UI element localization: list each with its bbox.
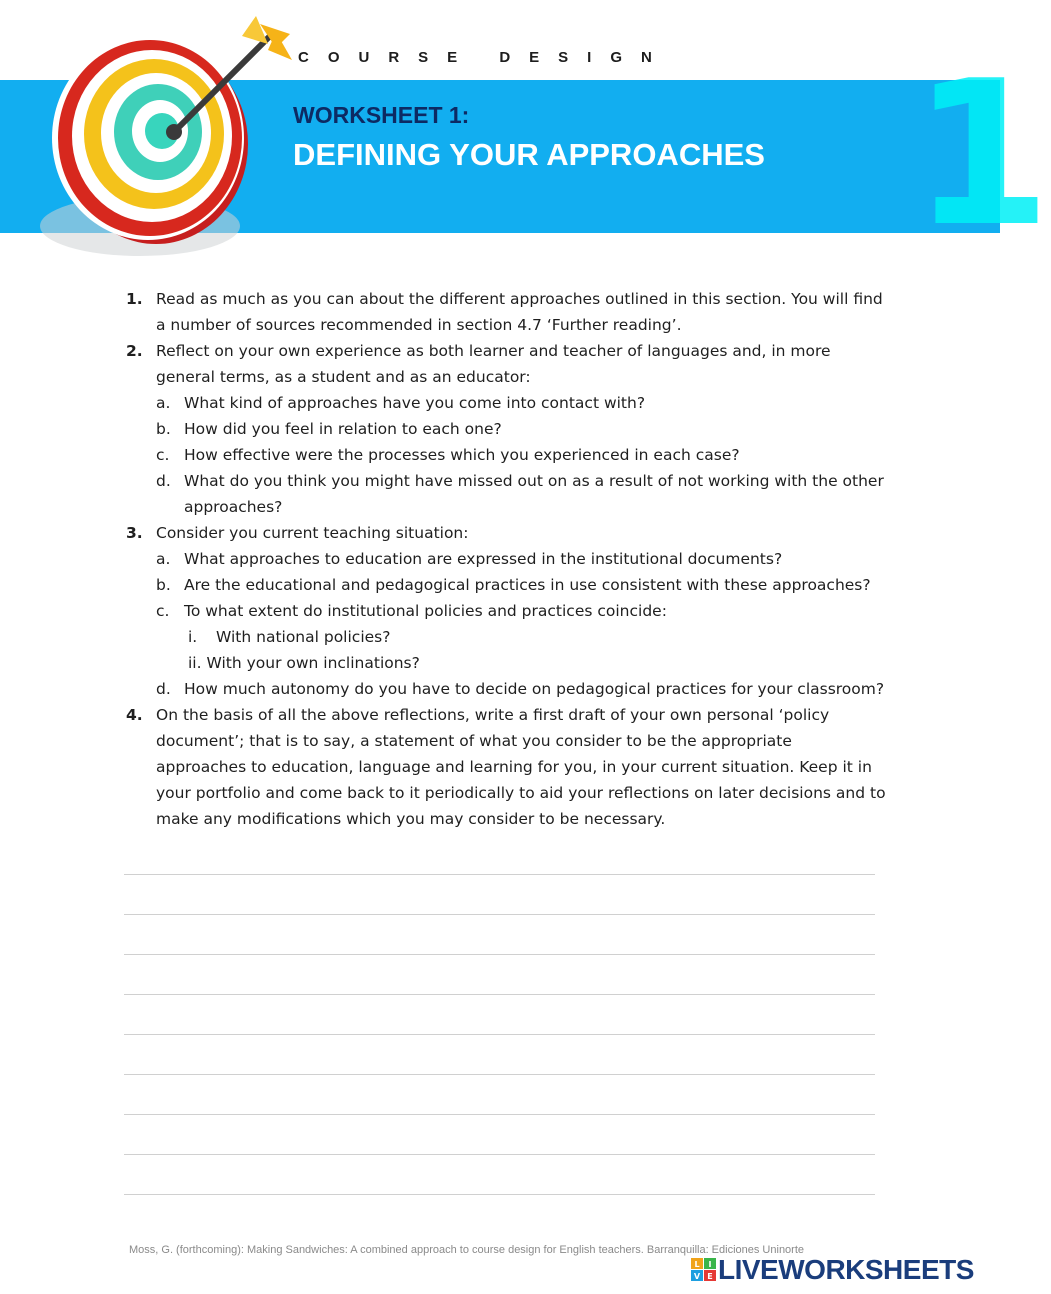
answer-line[interactable] — [124, 1074, 875, 1075]
sub-marker: i. — [188, 628, 198, 646]
answer-line[interactable] — [124, 1034, 875, 1035]
questions-list — [126, 286, 886, 832]
liveworksheets-wordmark: LIVEWORKSHEETS — [718, 1254, 974, 1285]
sub-text: ii. With your own inclinations? — [188, 654, 420, 672]
sub-text: With national policies? — [216, 628, 391, 646]
sub-marker: b. — [156, 576, 171, 594]
sub-sub-item — [126, 650, 886, 676]
sub-item — [126, 468, 886, 520]
logo-letter: V — [693, 1272, 701, 1281]
sub-item — [126, 598, 886, 624]
question-3 — [126, 520, 886, 546]
question-text: On the basis of all the above reflections, write a first draft of your own personal ‘policy document’; that is to say, a statement of what you consider to be the appropriate approaches to education, language and learning for you, in your current situation. Keep it in your portfolio and come back to it periodically to aid your reflections on later decisions and to make any modifications which you may consider to be necessary. — [156, 706, 886, 828]
liveworksheets-blocks-icon — [691, 1258, 717, 1282]
question-text: Consider you current teaching situation: — [156, 524, 469, 542]
sub-item — [126, 572, 886, 598]
page-title: DEFINING YOUR APPROACHES — [293, 137, 765, 172]
sub-item — [126, 676, 886, 702]
answer-line[interactable] — [124, 1114, 875, 1115]
sub-text: How much autonomy do you have to decide on pedagogical practices for your classroom? — [184, 680, 885, 698]
sub-text: What do you think you might have missed out on as a result of not working with the other approaches? — [184, 472, 884, 516]
sub-marker: b. — [156, 420, 171, 438]
sub-marker: c. — [156, 602, 170, 620]
sub-item — [126, 546, 886, 572]
question-number: 4. — [126, 706, 143, 724]
sub-text: What kind of approaches have you come into contact with? — [184, 394, 646, 412]
citation: Moss, G. (forthcoming): Making Sandwiches: A combined approach to course design for English teachers. Barranquilla: Ediciones Uninorte — [129, 1244, 805, 1256]
answer-line[interactable] — [124, 1194, 875, 1195]
answer-line[interactable] — [124, 994, 875, 995]
logo-letter: I — [708, 1260, 712, 1269]
question-4 — [126, 702, 886, 832]
course-design-kicker: COURSE DESIGN — [298, 49, 671, 66]
question-number: 2. — [126, 342, 143, 360]
sub-text: How did you feel in relation to each one? — [184, 420, 502, 438]
sub-text: Are the educational and pedagogical practices in use consistent with these approaches? — [184, 576, 871, 594]
sub-marker: d. — [156, 472, 171, 490]
logo-letter: E — [707, 1272, 713, 1281]
answer-lines[interactable] — [124, 874, 875, 1234]
logo-letter: L — [694, 1260, 700, 1269]
sub-text: To what extent do institutional policies and practices coincide: — [184, 602, 667, 620]
sub-text: What approaches to education are expressed in the institutional documents? — [184, 550, 783, 568]
sub-marker: a. — [156, 394, 171, 412]
sub-item — [126, 442, 886, 468]
question-2 — [126, 338, 886, 390]
sub-item — [126, 416, 886, 442]
question-text: Reflect on your own experience as both learner and teacher of languages and, in more general terms, as a student and as an educator: — [156, 342, 831, 386]
sub-marker: d. — [156, 680, 171, 698]
sub-marker: a. — [156, 550, 171, 568]
answer-line[interactable] — [124, 914, 875, 915]
answer-line[interactable] — [124, 954, 875, 955]
sub-marker: c. — [156, 446, 170, 464]
sub-item — [126, 390, 886, 416]
question-number: 3. — [126, 524, 143, 542]
question-text: Read as much as you can about the different approaches outlined in this section. You will find a number of sources recommended in section 4.7 ‘Further reading’. — [156, 290, 883, 334]
target-dart-icon — [28, 14, 298, 270]
sub-text: How effective were the processes which you experienced in each case? — [184, 446, 740, 464]
sub-sub-item — [126, 624, 886, 650]
question-1 — [126, 286, 886, 338]
worksheet-label: WORKSHEET 1: — [293, 102, 470, 128]
answer-line[interactable] — [124, 874, 875, 875]
question-number: 1. — [126, 290, 143, 308]
answer-line[interactable] — [124, 1154, 875, 1155]
liveworksheets-logo[interactable] — [691, 1256, 991, 1286]
worksheet-number: 1 — [912, 38, 1051, 271]
